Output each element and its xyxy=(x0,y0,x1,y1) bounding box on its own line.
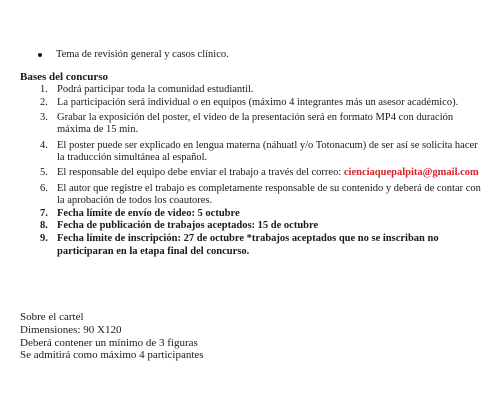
rule-item-4 xyxy=(20,140,482,165)
rule-text: Fecha límite de envío de video: 5 octubre xyxy=(57,207,240,219)
rule-item-5 xyxy=(20,167,482,180)
rule-text: El responsable del equipo debe enviar el trabajo a través del correo: xyxy=(57,167,342,179)
poster-line: Se admitirá como máximo 4 participantes xyxy=(20,349,204,362)
rule-number: 7. xyxy=(40,207,48,219)
rule-number: 8. xyxy=(40,220,48,232)
rule-text: Fecha límite de inscripción: 27 de octubre *trabajos aceptados que no se inscriban no participaran en la etapa final del concurso. xyxy=(57,232,439,257)
poster-line: Dimensiones: 90 X120 xyxy=(20,323,122,336)
rule-number: 1. xyxy=(40,84,48,95)
rule-text: El autor que registre el trabajo es completamente responsable de su contenido y deberá de contar con la aprobación de todos los coautores. xyxy=(57,182,481,207)
poster-title: Sobre el cartel xyxy=(20,311,84,323)
rule-text: El poster puede ser explicado en lengua materna (náhuatl y/o Totonacum) de ser así se solicita hacer la traducción simultánea al español. xyxy=(57,139,478,164)
rule-text: Fecha de publicación de trabajos aceptados: 15 de octubre xyxy=(57,220,319,232)
rule-item-2 xyxy=(20,97,482,110)
email-address: cienciaquepalpita@gmail.com xyxy=(343,167,479,179)
bullet-dot-icon xyxy=(38,53,42,57)
rule-item-1 xyxy=(20,84,482,97)
rule-text: Grabar la exposición del poster, el video de la presentación será en formato MP4 con duración máxima de 15 min. xyxy=(57,111,454,136)
topic-bullet-text: Tema de revisión general y casos clínico. xyxy=(56,49,229,60)
rule-item-7 xyxy=(20,208,482,221)
rule-item-8 xyxy=(20,220,482,233)
bases-heading: Bases del concurso xyxy=(20,71,108,83)
rule-item-3 xyxy=(20,112,482,137)
rule-item-9 xyxy=(20,233,482,258)
rule-number: 6. xyxy=(40,182,48,194)
rule-number: 9. xyxy=(40,232,48,244)
rule-number: 5. xyxy=(40,167,48,179)
rule-item-6 xyxy=(20,183,482,208)
poster-line: Deberá contener un mínimo de 3 figuras xyxy=(20,336,198,349)
rule-number: 4. xyxy=(40,139,48,151)
rule-text: La participación será individual o en equipos (máximo 4 integrantes más un asesor académico). xyxy=(57,96,459,108)
poster-section xyxy=(20,311,204,362)
rule-number: 2. xyxy=(40,96,48,108)
rules-list xyxy=(20,84,482,258)
rule-number: 3. xyxy=(40,111,48,123)
rule-text: Podrá participar toda la comunidad estudiantil. xyxy=(57,84,254,95)
